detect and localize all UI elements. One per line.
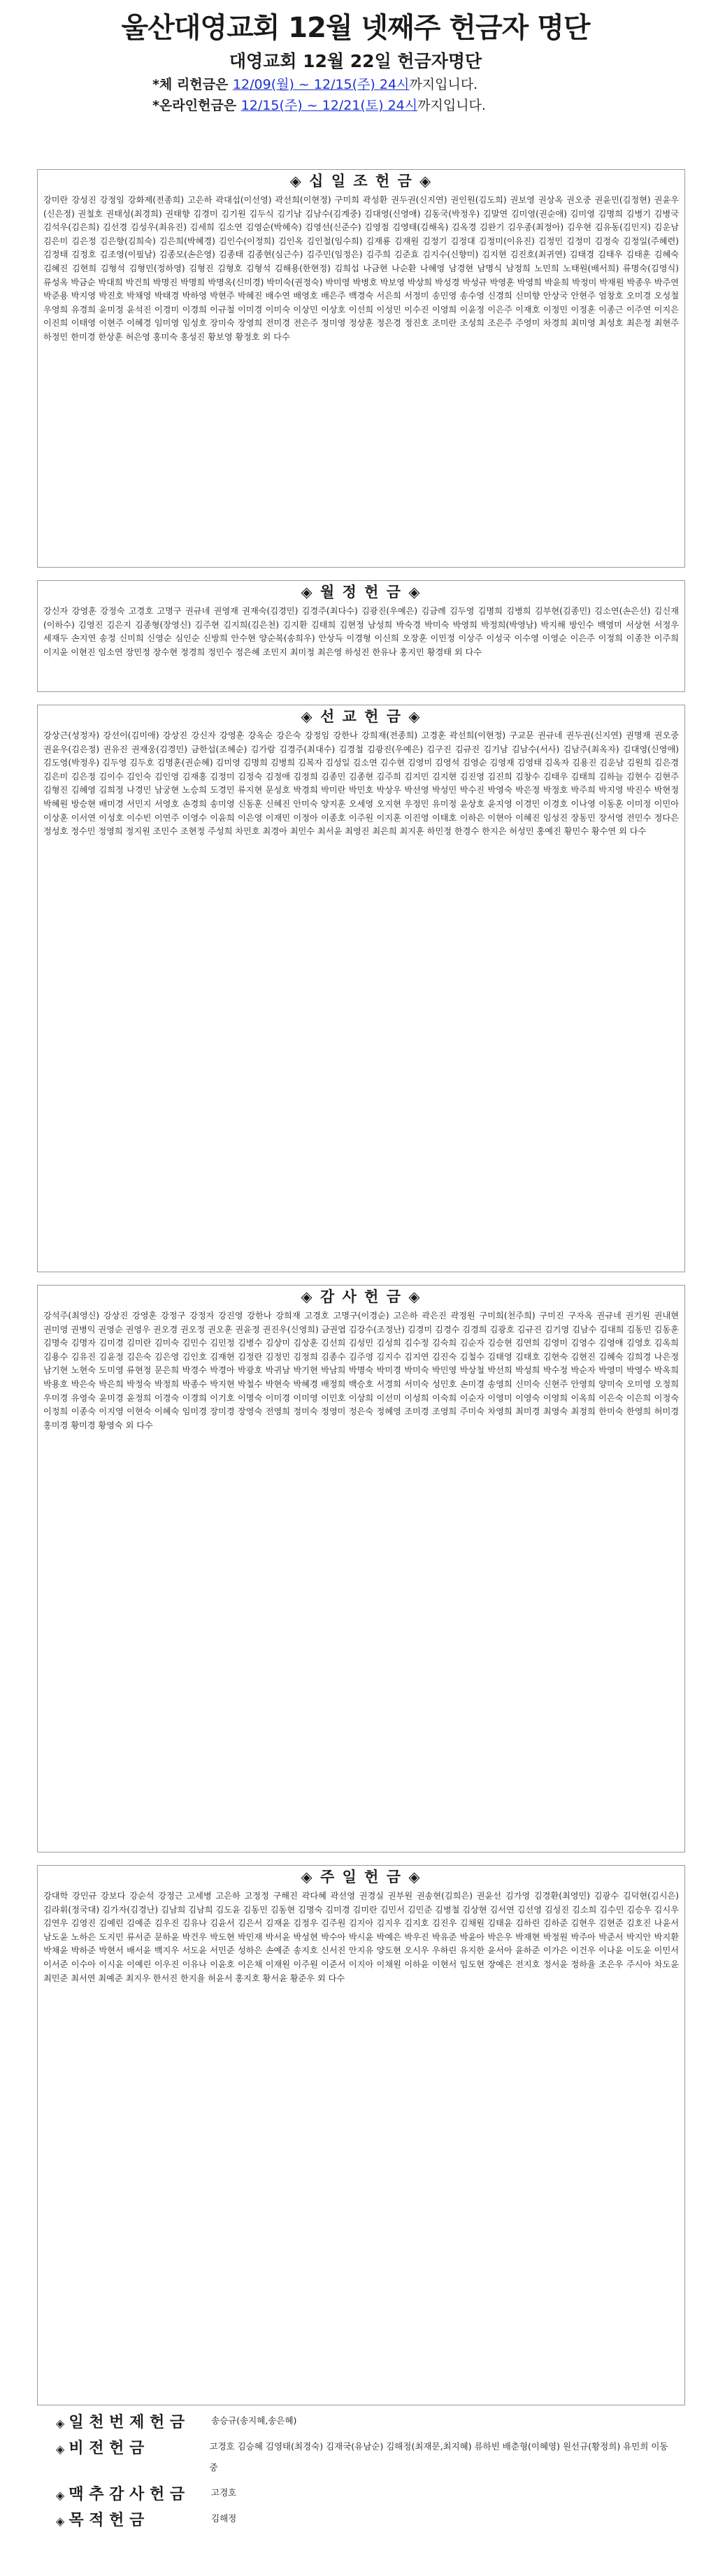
section-title: ◈ 월 정 헌 금 ◈ [301, 584, 422, 600]
donor-names: 강미란 강성진 강정임 강화제(전종희) 고은하 곽대섭(이선영) 곽선희(이현정) 구미희 곽성환 권두권(신지연) 권인원(김도희) 권보영 권상옥 권오중 권윤민(김정현) 권윤우(신은정) 권철호 권태성(최경희) 권태향 김경미 김기원 김두식 김기남 김남수(김계중) 김대영(신영애) 김동국(박정우) 김말연 김미영(권순애) 김미영 김명희 김병기 김병국 김석우(김은희) 김선경 김성우(최유진) 김세희 김소연 김영순(박혜숙) 김영선(신준수) 김영점 김영태(김해옥) 김옥경 김완기 김우종(최정아) 김우현 김유동(김민지) 김운남 김은미 김은정 김은향(김희숙) 김은희(박혜경) 김인수(이정희) 김인옥 김인철(임수희) 김재룡 김재원 김정기 김정대 김정미(이유진) 김정민 김정미 김정숙 김정일(주혜련) 김정태 김정호 김조영(이필남) 김종모(손은영) 김종태 김종현(심근수) 김주민(임정은) 김주희 김준효 김지수(신향미) 김지현 김진호(최귀연) 김태경 김태우 김태훈 김혜숙 김혜진 김현희 김형석 김형민(정하영) 김형진 김형호 김형석 김해용(한현정) 김희섭 나금현 나순환 나혜영 남경현 남명식 남정희 노민희 노태원(배서희) 류명숙(김영식) 류성옥 박금순 박대희 박건희 박명진 박명희 박명옥(신미경) 박미숙(권정숙) 박미영 박병호 박보영 박상희 박성경 박성규 박영훈 박영희 박윤희 박정미 박재원 박종우 박주연 박준용 박지영 박진호 박채영 박태경 박하영 박현주 박혜진 배수연 배영호 배은주 백경숙 서은희 서정미 송민영 송수영 신경희 신미향 안상국 안현주 엄창호 오미경 오성철 우영희 유경희 윤미정 윤석진 이경미 이경희 이규철 이미경 이미숙 이상민 이상호 이선희 이성민 이수진 이영희 이윤정 이은주 이재호 이정민 이정훈 이종근 이주연 이지은 이진희 이태영 이현주 이혜경 임미영 임성호 장미숙 장영희 전미경 전은주 정미영 정상훈 정은경 정진호 조미란 조성희 조은주 주영미 차경희 최미영 최성호 최은정 최현주 하정민 한미경 한상훈 허은영 홍미숙 홍성진 황보영 황정호 외 다수 [43, 195, 679, 342]
notice-online [0, 95, 711, 116]
extra-row-harvest [56, 2482, 671, 2504]
notice-suffix: 까지입니다. [409, 77, 478, 92]
donor-names: 강석주(최영신) 강상진 강영훈 강정구 강정자 강진영 강한나 강희재 고경호 고명구(이경순) 고은하 곽은진 곽정원 구미희(천주희) 구미진 구자옥 권규네 권기원 권내현 권미영 권병익 권영순 권영우 권오경 권오정 권오훈 권윤정 권진우(신영희) 금권엽 김강수(조정난) 김경미 김경수 김경희 김광호 김규진 김기영 김남수 김대희 김동민 김동훈 김명숙 김명자 김미경 김미란 김미숙 김민수 김민정 김병수 김상미 김상훈 김선희 김성민 김성희 김수정 김숙희 김순자 김승현 김연희 김영미 김영수 김영애 김영호 김옥희 김용수 김유진 김윤정 김은숙 김은영 김인호 김재현 김정란 김정민 김정희 김종수 김주영 김지수 김지연 김진숙 김철수 김태영 김태호 김현숙 김현진 김혜숙 김희경 나은정 남기현 노현숙 도미영 류현정 문은희 박경수 박경아 박광호 박귀남 박기현 박남희 박명숙 박미경 박미숙 박민영 박상철 박선희 박성희 박수정 박순자 박영미 박영수 박옥희 박용호 박은숙 박은희 박정숙 박정희 박종수 박지현 박철수 박현숙 박혜경 배정희 백승호 서경희 서미숙 성민호 손미경 송영희 신미숙 신현주 안영희 양미숙 오미영 오정희 우미경 유영숙 윤미경 윤정희 이경숙 이경희 이기호 이명숙 이미경 이미영 이민호 이상희 이선미 이성희 이숙희 이순자 이영미 이영숙 이영희 이옥희 이은숙 이은희 이정숙 이정희 이종숙 이지영 이현숙 이혜숙 임미경 장미경 장영숙 전영희 정미숙 정영미 정은숙 정혜영 조미경 조영희 주미숙 차영희 최미경 최영숙 최정희 한미숙 한영희 허미경 홍미경 황미경 황영숙 외 다수 [43, 1311, 679, 1430]
diamond-bullet-icon: ◈ [56, 2489, 65, 2502]
extra-names: 김해정 [211, 2513, 237, 2524]
extra-names: 고경호 [211, 2487, 237, 2498]
notice-date: 12/15(주) ~ 12/21(토) 24시 [240, 98, 418, 113]
extra-row-vision [56, 2436, 671, 2478]
notice-date: 12/09(월) ~ 12/15(주) 24시 [232, 77, 410, 92]
section-monthly [37, 580, 685, 692]
donor-names: 강신자 강영훈 강정숙 고경호 고명구 권규네 권영재 권재숙(김경민) 김경주(최다수) 김광진(우예은) 김금례 김두영 김명희 김병희 김부현(김종민) 김소연(손은선) 김신재(이하수) 김영진 김은지 김종형(장영신) 김주현 김지희(김은천) 김지환 김태희 김현정 남성희 박숙경 박미숙 박영희 박정희(박영남) 박지해 방인수 백영미 서상현 서정우 세재두 손지연 송정 신미희 신영순 심인순 신방희 안수현 양순복(송희우) 안상득 이경형 이신희 오장훈 이민정 이상주 이성국 이수영 이영순 이은주 이정희 이종찬 이주희 이지윤 이현진 임소연 장민정 장수현 정경희 정민수 정은혜 조민지 최미정 최은영 하성진 한유나 홍지민 황경태 외 다수 [43, 606, 679, 657]
donor-names: 강대학 강민규 강보다 강순석 강정근 고세병 고은하 고정정 구해진 곽다혜 곽선영 권경실 권부원 권송현(김희은) 권윤선 김가영 김경환(최영민) 김광수 김덕현(김시은) 김라휘(정국대) 김가자(김경난) 김남희 김남희 김도윤 김동민 김동현 김명숙 김미경 김미란 김민서 김민준 김병철 김상현 김서연 김선영 김성진 김소희 김수민 김승우 김시우 김연우 김영진 김예린 김예준 김우진 김유나 김윤서 김은서 김재윤 김정우 김주원 김지아 김지우 김지호 김진우 김채원 김태윤 김하린 김하준 김현우 김현준 김호진 나윤서 남도윤 노하은 도지민 류서준 문하윤 박건우 박도현 박민재 박서윤 박성현 박수아 박시윤 박예은 박우진 박유준 박윤아 박은우 박재현 박정원 박주아 박준서 박지안 박지환 박채윤 박하준 박현서 배서윤 백지우 서도윤 서민준 성하은 손예준 송지호 신서진 안지유 양도현 오시우 우하린 유지한 윤서아 윤하준 이가은 이건우 이나윤 이도윤 이민서 이서준 이수아 이시윤 이예린 이우진 이유나 이윤호 이은채 이재원 이주원 이준서 이지아 이채원 이하윤 이현서 임도현 장예은 전지호 정서윤 정하율 조은우 주시아 차도윤 최민준 최서연 최예준 최지우 한서진 한지율 허윤서 홍지호 황서윤 황준우 외 다수 [43, 1891, 679, 1983]
section-sunday [37, 1865, 685, 2405]
extra-label: 비 전 헌 금 [69, 2440, 145, 2457]
extra-label: 목 적 헌 금 [69, 2512, 145, 2529]
extra-row-purpose [56, 2508, 671, 2530]
section-title: ◈ 선 교 헌 금 ◈ [301, 708, 422, 725]
section-mission [37, 705, 685, 1272]
section-title: ◈ 감 사 헌 금 ◈ [301, 1288, 422, 1305]
notice-label: *온라인헌금은 [152, 98, 237, 113]
section-title: ◈ 십 일 조 헌 금 ◈ [289, 173, 433, 189]
diamond-bullet-icon: ◈ [56, 2442, 65, 2456]
notice-cherry [0, 74, 711, 95]
section-tithe [37, 169, 685, 568]
page-subtitle: 대영교회 12월 22일 헌금자명단 [229, 51, 482, 71]
donor-names: 강상근(성정자) 강선이(김미애) 강상진 강신자 강영훈 강옥순 강은숙 강정임 강한나 강희재(전종희) 고경훈 곽선희(이현정) 구교문 권규네 권두권(신지연) 권명재 권오중 권윤우(김은정) 권유진 권재웅(김경민) 금한섭(조혜순) 김가람 김경주(최대수) 김경철 김광진(우예은) 김구진 김규진 김기남 김남수(서사) 김남주(최옥자) 김대영(신영애) 김도영(박정우) 김두영 김두호 김명훈(권순혜) 김미영 김명희 김병희 김복자 김성일 김소연 김수현 김영미 김영석 김영순 김영재 김영태 김옥자 김용진 김운남 김원희 김은경 김은미 김은정 김이수 김인숙 김인영 김재홍 김정미 김정숙 김정애 김정희 김종민 김종현 김주희 김지민 김지현 김진영 김진희 김창수 김태우 김태희 김하늘 김현수 김현주 김형진 김혜영 김희정 나경민 남궁현 노승희 도경민 류지현 문성호 박경희 박미란 박민호 박상우 박선영 박성민 박수진 박영숙 박은정 박정호 박주희 박지영 박진수 박현정 박혜원 방승현 배미경 서민지 서영호 손경희 송미영 신동훈 신혜진 안미숙 양지훈 오세영 오지현 우정민 유미정 윤상호 윤지영 이경민 이경호 이나영 이동훈 이미정 이민아 이상훈 이서연 이성호 이수빈 이연주 이영수 이윤희 이은영 이재민 이정아 이종호 이주원 이지훈 이진영 이태호 이하은 이현아 이혜진 임성진 장동민 장서영 전민수 정다은 정성호 정수민 정영희 정지원 조민수 조현정 주성희 차민호 최경아 최민수 최서윤 최영진 최은희 최지훈 하민정 한경수 한지은 허성민 홍예진 황민수 황수연 외 다수 [43, 731, 679, 837]
notice-label: *체 리헌금은 [152, 77, 229, 92]
extra-offerings [56, 2410, 671, 2534]
page-title: 울산대영교회 12월 넷째주 헌금자 명단 [121, 12, 590, 44]
section-title: ◈ 주 일 헌 금 ◈ [301, 1869, 422, 1885]
extra-label: 맥 추 감 사 헌 금 [69, 2486, 185, 2503]
extra-names: 송승규(송지혜,송은혜) [211, 2415, 297, 2426]
extra-label: 일 천 번 제 헌 금 [69, 2414, 185, 2431]
section-thanks [37, 1285, 685, 1852]
diamond-bullet-icon: ◈ [56, 2417, 65, 2430]
notice-suffix: 까지입니다. [417, 98, 486, 113]
diamond-bullet-icon: ◈ [56, 2514, 65, 2528]
extra-row-thousand [56, 2410, 671, 2432]
extra-names: 고경호 김승혜 김영태(최경숙) 김재국(유남순) 김해정(최재문,최지혜) 류하빈 배춘형(이혜영) 원선규(황정희) 유민희 이동중 [209, 2441, 668, 2473]
